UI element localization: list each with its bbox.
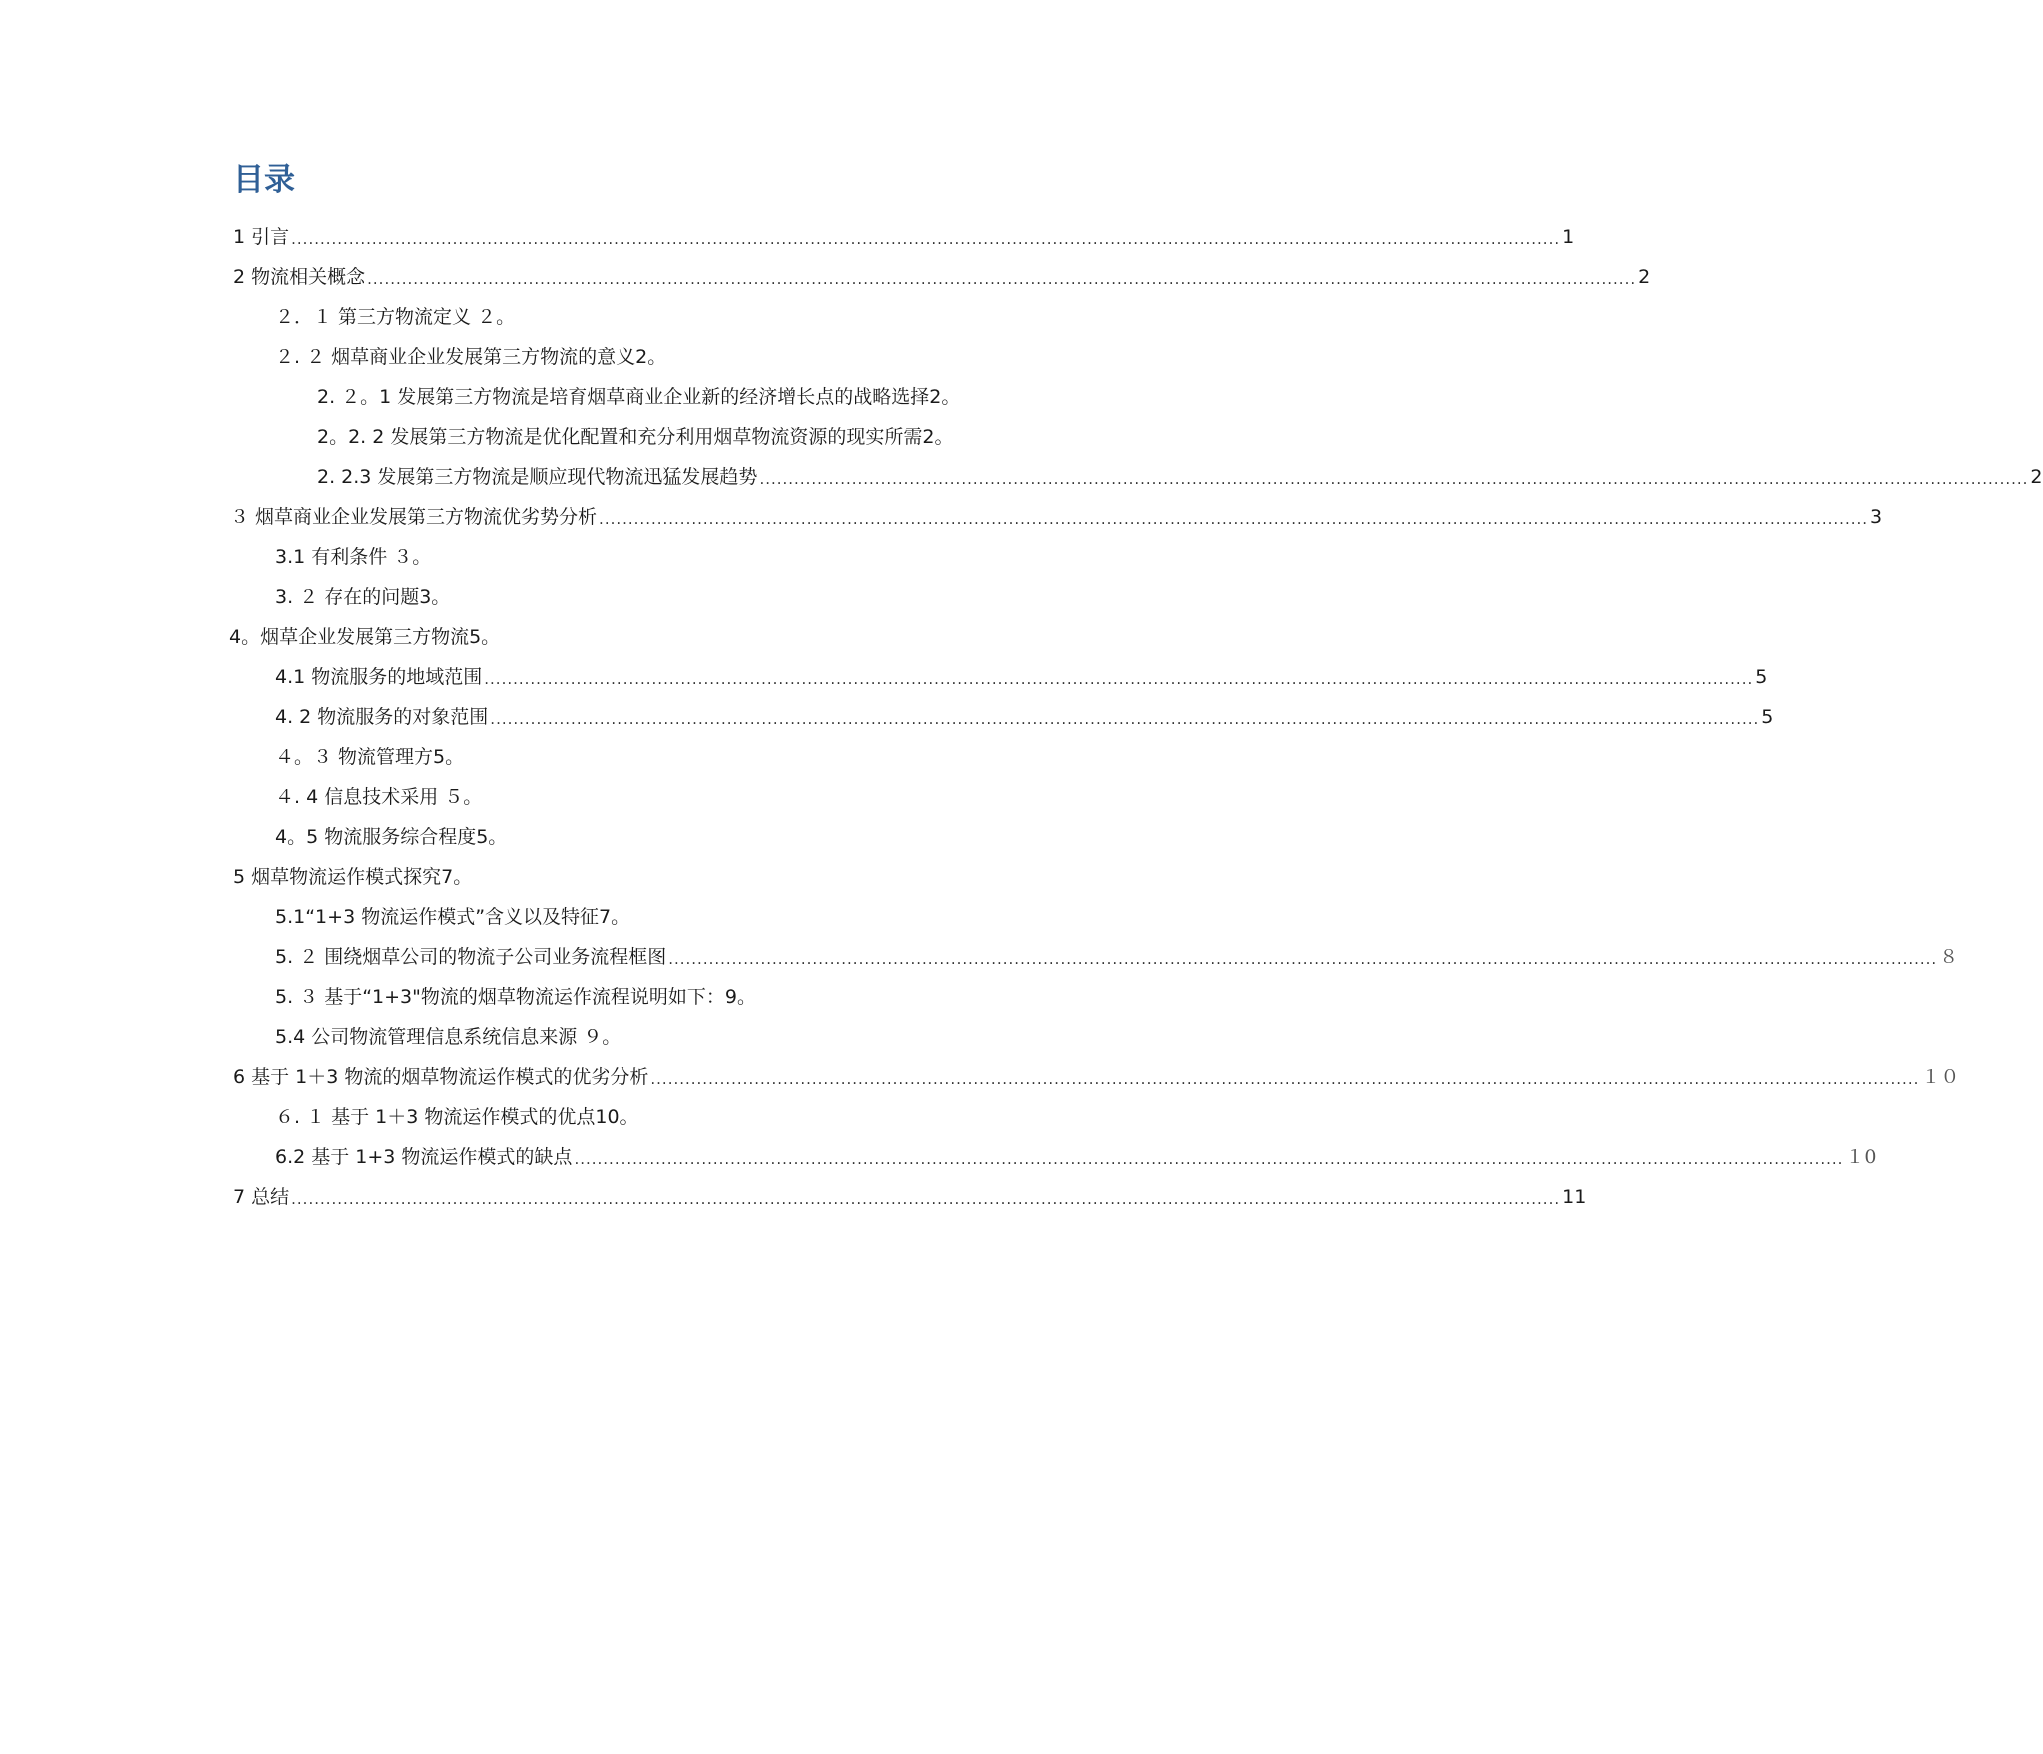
toc-entry-label: ６. １ 基于 1＋3 物流运作模式的优点10。 [275, 1106, 639, 1128]
toc-entry-label: 4. 2 物流服务的对象范围 [275, 706, 489, 728]
toc-entry-label: 5. ２ 围绕烟草公司的物流子公司业务流程框图 [275, 946, 667, 968]
toc-entry-page: 11 [1562, 1186, 1587, 1208]
toc-entry-label: 3. ２ 存在的问题3。 [275, 586, 451, 608]
toc-entry-label: 6 基于 1＋3 物流的烟草物流运作模式的优劣分析 [233, 1066, 649, 1088]
toc-entry[interactable] [275, 543, 431, 571]
toc-entry-label: 7 总结 [233, 1186, 290, 1208]
dot-leader: ............................................................................................................................................................................................................................ [759, 470, 2029, 488]
toc-entry-label: 4。5 物流服务综合程度5。 [275, 826, 508, 848]
toc-entry-label: 4。烟草企业发展第三方物流5。 [229, 626, 501, 648]
toc-entry[interactable] [275, 1023, 621, 1051]
toc-entry[interactable] [233, 1183, 1587, 1211]
toc-entry-label: 2. 2.3 发展第三方物流是顺应现代物流迅猛发展趋势 [317, 466, 758, 488]
toc-entry-label: 2. ２。1 发展第三方物流是培育烟草商业企业新的经济增长点的战略选择2。 [317, 386, 961, 408]
toc-entry-page: １０ [1921, 1066, 1960, 1088]
toc-entry-page: 1 [1562, 226, 1575, 248]
dot-leader: ............................................................................................................................................................................................................................ [599, 510, 1869, 528]
toc-entry[interactable] [233, 263, 1651, 291]
toc-entry-page: 2 [1638, 266, 1651, 288]
toc-entry[interactable] [317, 423, 953, 451]
toc-entry-page: 2 [2030, 466, 2043, 488]
toc-entry-page: 5 [1755, 666, 1768, 688]
toc-entry-page: ８ [1939, 946, 1959, 968]
dot-leader: ............................................................................................................................................................................................................................ [291, 1190, 1561, 1208]
toc-entry-label: 5. ３ 基于“1+3"物流的烟草物流运作流程说明如下：9。 [275, 986, 756, 1008]
toc-entry-label: ２．１ 第三方物流定义 ２。 [275, 306, 516, 328]
toc-title: 目录 [233, 162, 295, 198]
toc-entry-label: 3.1 有利条件 ３。 [275, 546, 432, 568]
toc-entry[interactable] [230, 503, 1883, 531]
toc-entry-label: 2 物流相关概念 [233, 266, 366, 288]
toc-entry[interactable] [275, 1143, 1877, 1171]
toc-entry[interactable] [275, 743, 464, 771]
toc-entry-label: ２. ２ 烟草商业企业发展第三方物流的意义2。 [275, 346, 667, 368]
toc-entry-label: ４。３ 物流管理方5。 [275, 746, 465, 768]
toc-entry[interactable] [317, 383, 960, 411]
toc-entry-label: ３ 烟草商业企业发展第三方物流优劣势分析 [230, 506, 598, 528]
toc-entry[interactable] [275, 943, 1959, 971]
toc-entry[interactable] [275, 1103, 639, 1131]
toc-entry[interactable] [317, 463, 2043, 491]
toc-entry[interactable] [275, 583, 450, 611]
toc-entry-label: 5.4 公司物流管理信息系统信息来源 ９。 [275, 1026, 622, 1048]
toc-entry[interactable] [275, 663, 1768, 691]
toc-entry-page: 3 [1870, 506, 1883, 528]
toc-entry-label: 4.1 物流服务的地域范围 [275, 666, 483, 688]
dot-leader: ............................................................................................................................................................................................................................ [574, 1150, 1844, 1168]
toc-entry[interactable] [275, 703, 1774, 731]
toc-entry-page: 5 [1761, 706, 1774, 728]
toc-entry[interactable] [275, 823, 507, 851]
dot-leader: ............................................................................................................................................................................................................................ [291, 230, 1561, 248]
toc-entry[interactable] [275, 903, 630, 931]
dot-leader: ............................................................................................................................................................................................................................ [668, 950, 1938, 968]
dot-leader: ............................................................................................................................................................................................................................ [650, 1070, 1920, 1088]
toc-entry[interactable] [233, 863, 472, 891]
toc-entry[interactable] [233, 223, 1575, 251]
toc-entry[interactable] [229, 623, 500, 651]
toc-entry-page: １0 [1845, 1146, 1877, 1168]
dot-leader: ............................................................................................................................................................................................................................ [484, 670, 1754, 688]
toc-entry-label: 1 引言 [233, 226, 290, 248]
toc-entry[interactable] [275, 783, 482, 811]
toc-entry-label: 5 烟草物流运作模式探究7。 [233, 866, 473, 888]
toc-entry[interactable] [233, 1063, 1960, 1091]
toc-entry-label: 6.2 基于 1+3 物流运作模式的缺点 [275, 1146, 573, 1168]
toc-entry[interactable] [275, 983, 756, 1011]
toc-entry[interactable] [275, 343, 666, 371]
dot-leader: ............................................................................................................................................................................................................................ [490, 710, 1760, 728]
toc-entry[interactable] [275, 303, 515, 331]
toc-entry-label: 2。2. 2 发展第三方物流是优化配置和充分利用烟草物流资源的现实所需2。 [317, 426, 954, 448]
toc-entry-label: ４. 4 信息技术采用 ５。 [275, 786, 483, 808]
toc-entry-label: 5.1“1+3 物流运作模式”含义以及特征7。 [275, 906, 631, 928]
dot-leader: ............................................................................................................................................................................................................................ [367, 270, 1637, 288]
